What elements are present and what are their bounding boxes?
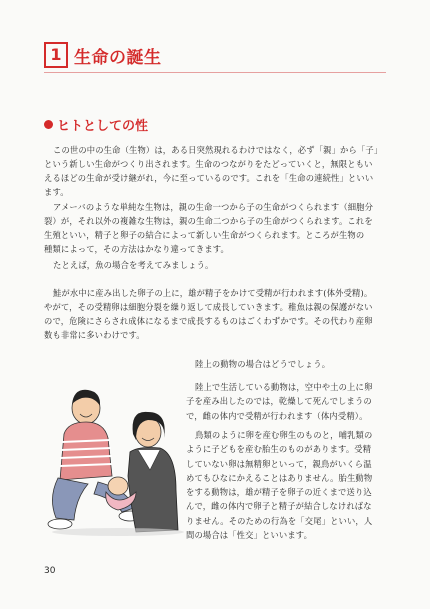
text-line: ように子どもを産む胎生のものがあります。受精 <box>186 444 372 455</box>
paragraph <box>186 357 397 371</box>
text-line: 数も非常に多いわけです。 <box>44 330 145 340</box>
paragraph <box>44 143 397 199</box>
chapter-number: 1 <box>44 42 68 68</box>
text-line: 鮭が水中に産み出した卵子の上に，雄が精子をかけて受精が行われます(体外受精)。 <box>53 288 373 298</box>
text-line: 生殖といい，精子と卵子の結合によって新しい生命がつくられます。ところが生物の <box>44 230 365 240</box>
section-heading <box>44 115 148 134</box>
text-line: ので，危険にさらされ成体になるまで成長するものはごくわずかです。その代わり産卵 <box>44 316 373 326</box>
text-line: という新しい生命がつくり出されます。生命のつながりをたどっていくと，無限ともい <box>44 159 373 169</box>
text-line: この世の中の生命（生物）は，ある日突然現れるわけではなく，必ず「親」から「子」 <box>53 145 383 155</box>
text-line: アメーバのような単純な生物は，親の生命一つから子の生命がつくられます（細胞分 <box>53 202 374 212</box>
text-line: えるほどの生命が受け継がれ，今に至っているのです。これを「生命の連続性」といい <box>44 173 374 183</box>
paragraph <box>44 286 397 342</box>
text-line: りません。そのための行為を「交尾」といい，人 <box>186 515 373 526</box>
section-title: ヒトとしての性 <box>57 119 149 134</box>
chapter-rule <box>44 72 386 73</box>
text-line: 陸上の動物の場合はどうでしょう。 <box>195 359 331 369</box>
chapter-heading <box>44 42 162 68</box>
paragraph <box>44 200 397 256</box>
bullet-icon <box>44 120 53 129</box>
text-line: んで，雌の体内で卵子と精子が結合しなければな <box>186 501 372 512</box>
page-number: 30 <box>44 566 56 576</box>
text-line: めてもひなにかえることはありません。胎生動物 <box>186 472 373 483</box>
text-line: 子を産み出したのでは，乾燥して死んでしまうの <box>186 396 372 407</box>
text-line: 陸上で生活している動物は，空中や土の上に卵 <box>195 382 373 392</box>
text-line: やがて，その受精卵は細胞分裂を繰り返して成長していきます。稚魚は親の保護がない <box>44 302 373 312</box>
text-line: ます。 <box>44 187 69 197</box>
paragraph <box>186 380 388 423</box>
text-line: 裂）が，それ以外の複雑な生物は，親の生命二つから子の生命がつくられます。これを <box>44 216 373 226</box>
text-line: をする動物は，雄が精子を卵子の近くまで送り込 <box>186 487 372 498</box>
paragraph <box>44 258 397 272</box>
text-line: たとえば，魚の場合を考えてみましょう。 <box>53 260 214 270</box>
text-line: で，雌の体内で受精が行われます（体内受精）。 <box>186 410 368 421</box>
family-illustration <box>38 380 188 540</box>
text-line: 種類によって，その方法はかなり違ってきます。 <box>44 244 230 254</box>
text-line: 鳥類のように卵を産む卵生のものと，哺乳類の <box>195 430 373 440</box>
chapter-title: 生命の誕生 <box>74 47 162 68</box>
text-line: 間の場合は「性交」といいます。 <box>186 530 313 541</box>
paragraph <box>186 428 388 542</box>
text-line: していない卵は無精卵といって，親鳥がいくら温 <box>186 458 372 469</box>
